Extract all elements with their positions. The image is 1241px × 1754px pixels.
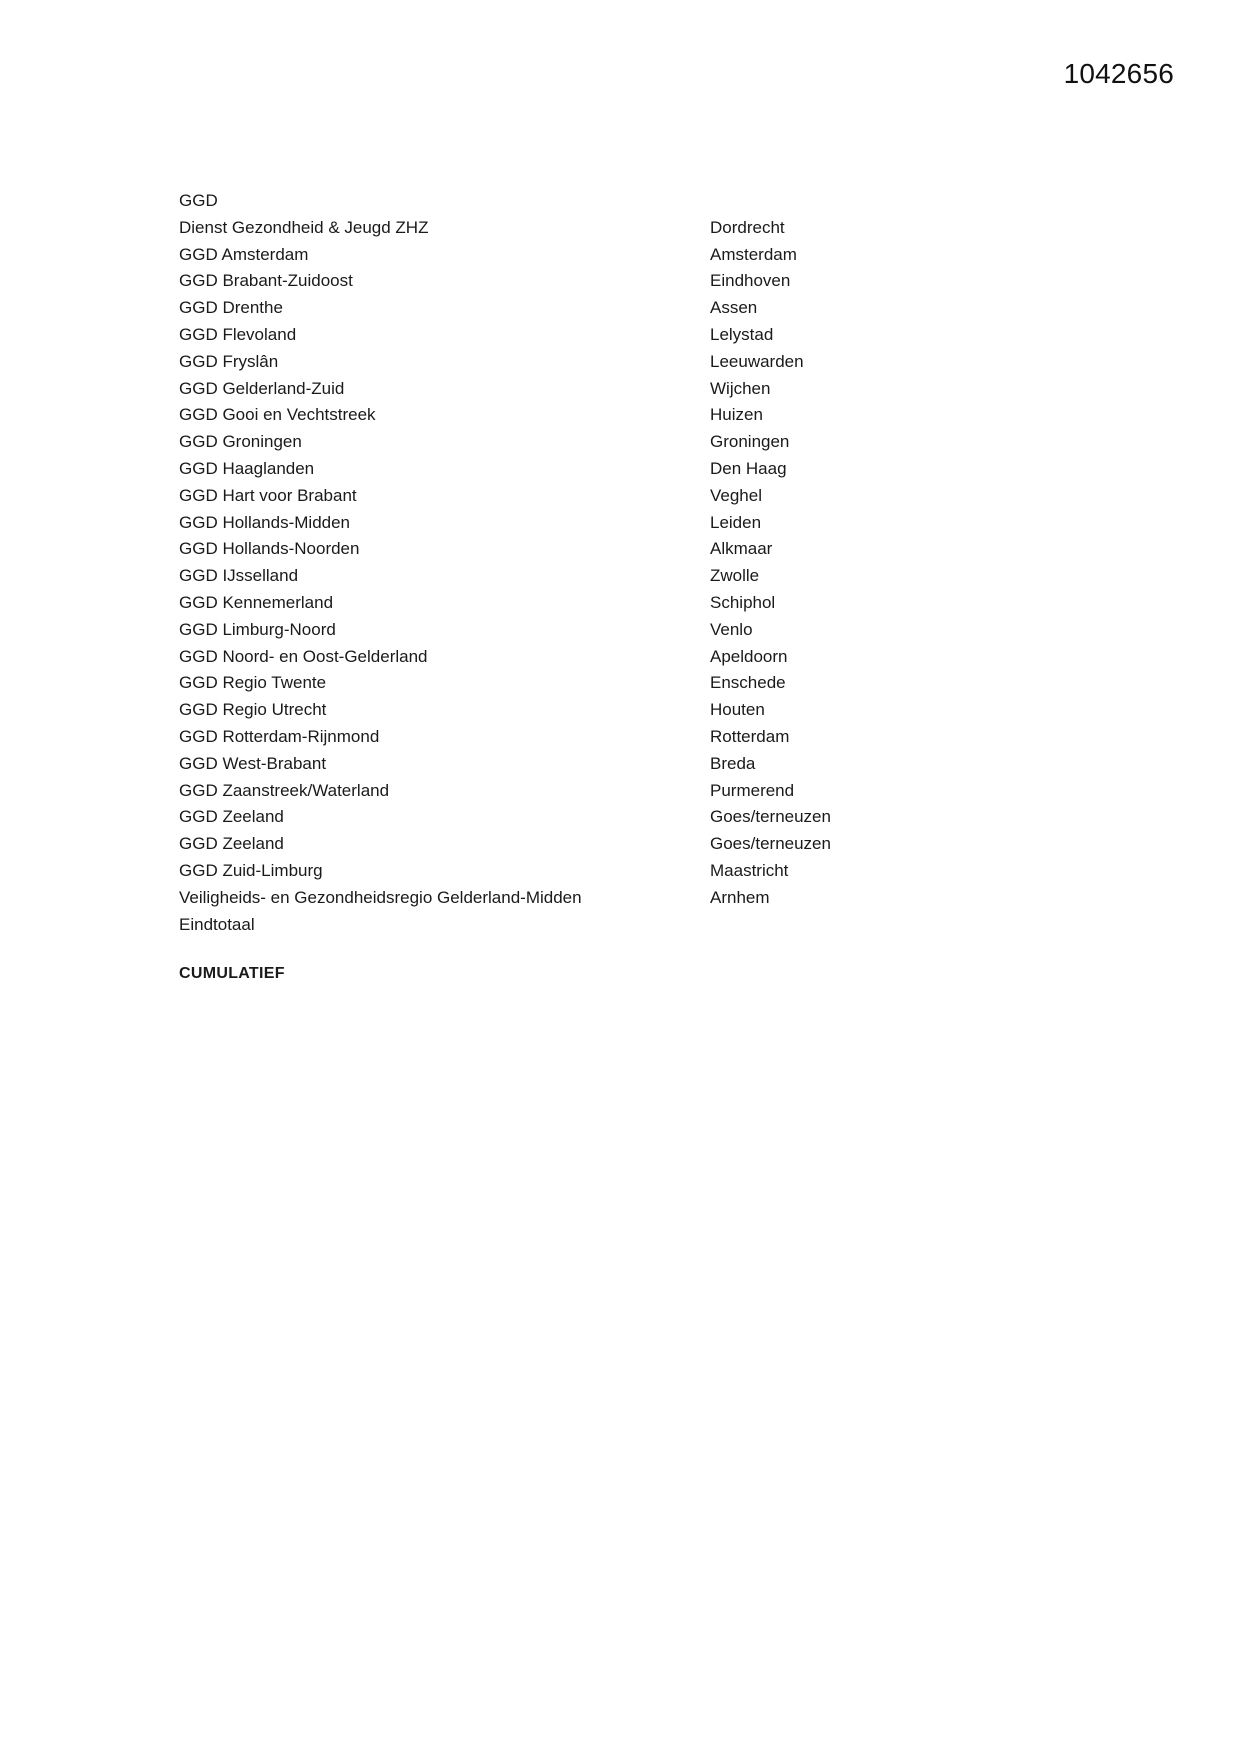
total-row-label: Eindtotaal (179, 914, 255, 934)
row-ggd-name: GGD Gooi en Vechtstreek (179, 405, 376, 425)
ggd-table (179, 188, 1079, 938)
row-city: Purmerend (710, 780, 795, 800)
row-city: Groningen (710, 432, 790, 452)
row-city: Den Haag (710, 458, 787, 478)
table-row (179, 510, 1079, 537)
table-row (179, 590, 1079, 617)
row-ggd-name: GGD Kennemerland (179, 592, 334, 612)
table-row (179, 885, 1079, 912)
table-row (179, 644, 1079, 671)
row-ggd-name: GGD West-Brabant (179, 753, 327, 773)
table-row (179, 697, 1079, 724)
row-ggd-name: Veiligheids- en Gezondheidsregio Gelderland-Midden (179, 887, 582, 907)
row-city: Lelystad (710, 324, 774, 344)
table-row (179, 402, 1079, 429)
row-city: Apeldoorn (710, 646, 788, 666)
row-city: Dordrecht (710, 217, 785, 237)
row-city: Goes/terneuzen (710, 807, 831, 827)
row-city: Alkmaar (710, 539, 773, 559)
table-row (179, 242, 1079, 269)
row-city: Assen (710, 298, 758, 318)
table-row (179, 804, 1079, 831)
row-ggd-name: GGD Zaanstreek/Waterland (179, 780, 390, 800)
row-city: Venlo (710, 619, 753, 639)
row-ggd-name: GGD Zeeland (179, 807, 284, 827)
row-city: Eindhoven (710, 271, 791, 291)
row-city: Breda (710, 753, 756, 773)
row-ggd-name: GGD Hollands-Noorden (179, 539, 360, 559)
row-city: Huizen (710, 405, 763, 425)
row-city: Goes/terneuzen (710, 834, 831, 854)
table-row (179, 563, 1079, 590)
row-ggd-name: GGD Drenthe (179, 298, 283, 318)
row-ggd-name: GGD IJsselland (179, 566, 299, 586)
table-row (179, 349, 1079, 376)
row-ggd-name: GGD Regio Twente (179, 673, 327, 693)
row-ggd-name: GGD Fryslân (179, 351, 279, 371)
row-city: Arnhem (710, 887, 770, 907)
row-ggd-name: GGD Zeeland (179, 834, 284, 854)
row-ggd-name: GGD Brabant-Zuidoost (179, 271, 353, 291)
table-row (179, 295, 1079, 322)
row-ggd-name: Dienst Gezondheid & Jeugd ZHZ (179, 217, 429, 237)
row-city: Amsterdam (710, 244, 797, 264)
row-ggd-name: GGD Flevoland (179, 324, 297, 344)
table-row (179, 215, 1079, 242)
row-ggd-name: GGD Groningen (179, 432, 302, 452)
table-header: GGD (179, 191, 218, 210)
row-city: Leeuwarden (710, 351, 804, 371)
row-city: Rotterdam (710, 726, 790, 746)
table-body (179, 215, 1079, 912)
row-ggd-name: GGD Noord- en Oost-Gelderland (179, 646, 428, 666)
table-row (179, 483, 1079, 510)
table-row (179, 724, 1079, 751)
document-number: 1042656 (1063, 58, 1174, 89)
table-row (179, 536, 1079, 563)
table-row (179, 831, 1079, 858)
table-row (179, 376, 1079, 403)
section-heading: CUMULATIEF (179, 965, 285, 982)
row-ggd-name: GGD Rotterdam-Rijnmond (179, 726, 380, 746)
table-row (179, 670, 1079, 697)
row-city: Maastricht (710, 860, 789, 880)
table-row (179, 858, 1079, 885)
table-row (179, 778, 1079, 805)
table-row (179, 322, 1079, 349)
row-ggd-name: GGD Limburg-Noord (179, 619, 336, 639)
table-row (179, 617, 1079, 644)
table-row (179, 456, 1079, 483)
row-ggd-name: GGD Hollands-Midden (179, 512, 351, 532)
table-row (179, 751, 1079, 778)
row-ggd-name: GGD Amsterdam (179, 244, 309, 264)
row-ggd-name: GGD Regio Utrecht (179, 700, 327, 720)
row-city: Schiphol (710, 592, 776, 612)
row-ggd-name: GGD Zuid-Limburg (179, 860, 323, 880)
row-ggd-name: GGD Gelderland-Zuid (179, 378, 345, 398)
row-city: Veghel (710, 485, 762, 505)
row-city: Zwolle (710, 566, 760, 586)
row-city: Leiden (710, 512, 762, 532)
row-city: Houten (710, 700, 765, 720)
table-row (179, 268, 1079, 295)
row-city: Enschede (710, 673, 786, 693)
row-city: Wijchen (710, 378, 771, 398)
row-ggd-name: GGD Haaglanden (179, 458, 315, 478)
row-ggd-name: GGD Hart voor Brabant (179, 485, 357, 505)
table-row (179, 429, 1079, 456)
